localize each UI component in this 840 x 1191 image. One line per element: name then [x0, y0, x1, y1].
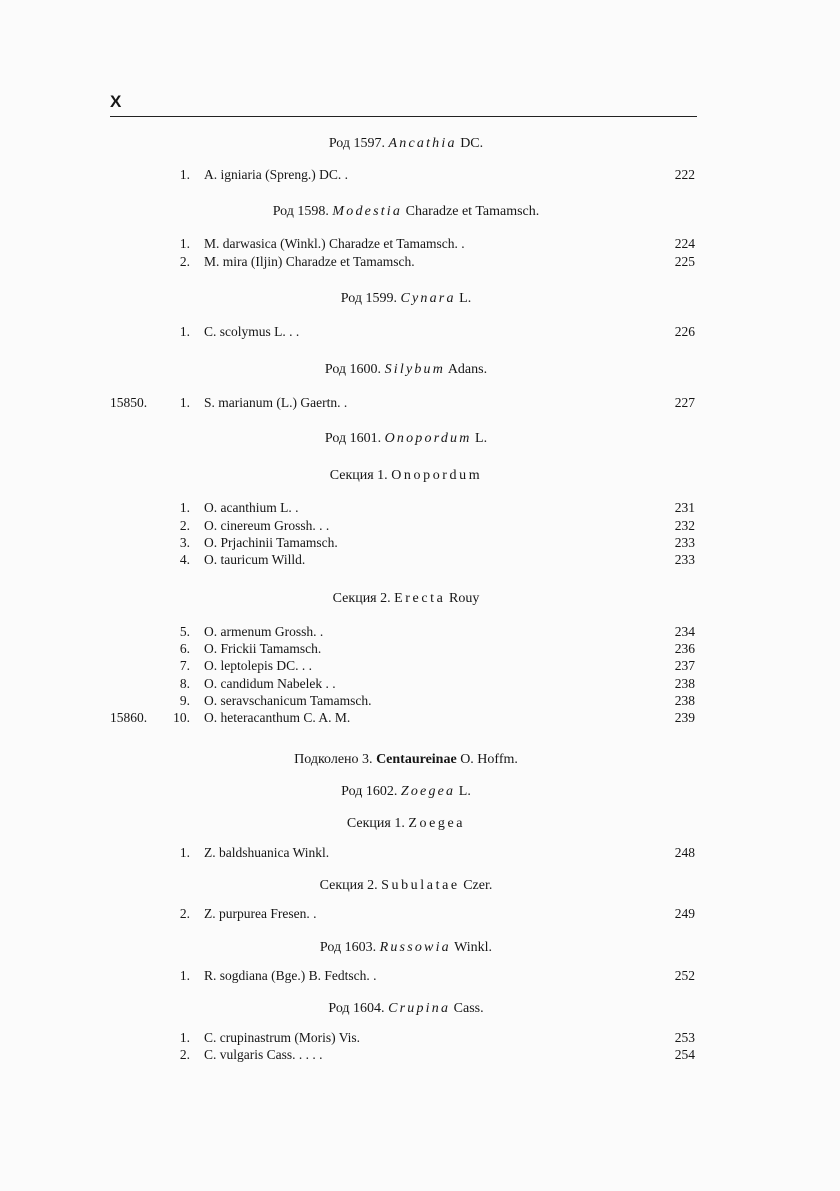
genus-heading-1601	[0, 431, 812, 447]
entry-number: 7.	[179, 658, 190, 673]
heading-prefix: Секция 1.	[329, 468, 388, 483]
entry-number: 1.	[179, 845, 190, 860]
species-entry	[110, 253, 695, 270]
entry-page: 233	[674, 535, 695, 550]
genus-heading-1598	[0, 204, 812, 220]
section-name: Zoegea	[408, 816, 466, 831]
entry-number: 2.	[179, 254, 190, 269]
genus-author: Charadze et Tamamsch.	[405, 204, 540, 219]
entry-margin-number: 15860.	[110, 710, 148, 725]
entry-name: R. sogdiana (Bge.) B. Fedtsch. .	[204, 968, 377, 983]
genus-name: Zoegea	[400, 784, 456, 799]
heading-prefix: Род 1602.	[341, 784, 398, 799]
heading-prefix: Род 1598.	[272, 204, 329, 219]
entry-number: 5.	[179, 624, 190, 639]
entry-name: O. Frickii Tamamsch.	[204, 641, 322, 656]
genus-author: Adans.	[447, 362, 488, 377]
section-name: Subulatae	[381, 878, 460, 893]
section-name: Erecta	[394, 591, 446, 606]
entry-name: S. marianum (L.) Gaertn. .	[204, 395, 348, 410]
entry-name: M. darwasica (Winkl.) Charadze et Tamamsch. .	[204, 236, 465, 251]
entry-page: 227	[674, 395, 695, 410]
genus-name: Silybum	[384, 362, 446, 377]
entry-number: 2.	[179, 518, 190, 533]
heading-prefix: Род 1604.	[328, 1001, 385, 1016]
species-entry	[110, 1046, 695, 1063]
species-entry	[110, 1029, 695, 1046]
genus-author: L.	[459, 291, 472, 306]
entry-name: Z. purpurea Fresen. .	[204, 906, 317, 921]
species-entry	[110, 235, 695, 252]
heading-prefix: Секция 2.	[319, 878, 378, 893]
genus-heading-1600	[0, 362, 812, 378]
species-entry	[110, 844, 695, 861]
entry-page: 237	[674, 658, 695, 673]
entry-number: 2.	[179, 1047, 190, 1062]
section-author: Rouy	[448, 591, 480, 606]
entry-page: 232	[674, 518, 695, 533]
genus-name: Onopordum	[384, 431, 472, 446]
heading-prefix: Секция 2.	[332, 591, 391, 606]
heading-prefix: Секция 1.	[346, 816, 405, 831]
entry-page: 253	[674, 1030, 695, 1045]
species-entry	[110, 640, 695, 657]
heading-prefix: Род 1603.	[319, 940, 377, 955]
genus-author: DC.	[460, 136, 484, 151]
species-entry	[110, 323, 695, 340]
subtribe-author: O. Hoffm.	[460, 752, 518, 767]
entry-name: C. vulgaris Cass. . . . .	[204, 1047, 323, 1062]
genus-name: Russowia	[379, 940, 451, 955]
entry-page: 222	[674, 167, 695, 182]
heading-prefix: Род 1600.	[324, 362, 382, 377]
species-entry	[110, 623, 695, 640]
entry-page: 238	[674, 676, 695, 691]
entry-page: 224	[674, 236, 695, 251]
entry-number: 1.	[179, 236, 190, 251]
entry-name: O. tauricum Willd.	[204, 552, 306, 567]
entry-page: 254	[674, 1047, 695, 1062]
species-entry	[110, 657, 695, 674]
entry-name: O. candidum Nabelek . .	[204, 676, 336, 691]
genus-heading-1599	[0, 291, 812, 307]
genus-heading-1603	[0, 940, 812, 956]
entry-margin-number: 15850.	[110, 395, 148, 410]
heading-prefix: Род 1601.	[324, 431, 382, 446]
species-entry	[110, 517, 695, 534]
genus-author: L.	[475, 431, 488, 446]
species-entry	[110, 394, 695, 411]
entry-page: 226	[674, 324, 695, 339]
entry-name: O. seravschanicum Tamamsch.	[204, 693, 372, 708]
entry-name: O. acanthium L. .	[204, 500, 299, 515]
entry-name: O. Prjachinii Tamamsch.	[204, 535, 338, 550]
entry-number: 6.	[179, 641, 190, 656]
heading-prefix: Род 1597.	[328, 136, 386, 151]
entry-page: 225	[674, 254, 695, 269]
entry-name: M. mira (Iljin) Charadze et Tamamsch.	[204, 254, 415, 269]
entry-name: C. crupinastrum (Moris) Vis.	[204, 1030, 361, 1045]
entry-number: 3.	[179, 535, 190, 550]
heading-prefix: Подколено 3.	[294, 752, 373, 767]
genus-heading-1604	[0, 1001, 812, 1017]
genus-name: Ancathia	[388, 136, 457, 151]
entry-number: 1.	[179, 324, 190, 339]
entry-page: 236	[674, 641, 695, 656]
entry-page: 248	[674, 845, 695, 860]
entry-number: 2.	[179, 906, 190, 921]
entry-number: 1.	[179, 968, 190, 983]
entry-number: 1.	[179, 500, 190, 515]
entry-page: 234	[674, 624, 695, 639]
entry-name: A. igniaria (Spreng.) DC. .	[204, 167, 348, 182]
heading-prefix: Род 1599.	[340, 291, 397, 306]
entry-number: 8.	[179, 676, 190, 691]
entry-page: 233	[674, 552, 695, 567]
genus-heading-1602	[0, 784, 812, 800]
subtribe-heading	[0, 752, 812, 768]
genus-heading-1597	[0, 136, 812, 152]
genus-name: Modestia	[332, 204, 403, 219]
header-rule	[110, 116, 697, 117]
species-entry	[110, 534, 695, 551]
species-entry	[110, 551, 695, 568]
section-heading-1601-2	[0, 591, 812, 607]
entry-number: 4.	[179, 552, 190, 567]
section-heading-1602-2	[0, 878, 812, 894]
entry-name: O. leptolepis DC. . .	[204, 658, 312, 673]
section-heading-1602-1	[0, 816, 812, 832]
entry-page: 249	[674, 906, 695, 921]
entry-number: 10.	[173, 710, 190, 725]
page-folio: X	[110, 92, 122, 111]
entry-name: Z. baldshuanica Winkl.	[204, 845, 330, 860]
genus-name: Cynara	[400, 291, 456, 306]
genus-author: Cass.	[453, 1001, 484, 1016]
entry-name: O. heteracanthum C. A. M.	[204, 710, 351, 725]
entry-page: 239	[674, 710, 695, 725]
species-entry	[110, 905, 695, 922]
entry-name: C. scolymus L. . .	[204, 324, 300, 339]
genus-name: Crupina	[388, 1001, 451, 1016]
entry-number: 1.	[179, 167, 190, 182]
entry-page: 238	[674, 693, 695, 708]
species-entry	[110, 692, 695, 709]
subtribe-name: Centaureinae	[376, 752, 457, 767]
species-entry	[110, 709, 695, 726]
entry-number: 1.	[179, 395, 190, 410]
section-heading-1601-1	[0, 468, 812, 484]
species-entry	[110, 675, 695, 692]
section-name: Onopordum	[391, 468, 483, 483]
entry-name: O. armenum Grossh. .	[204, 624, 324, 639]
entry-page: 231	[674, 500, 695, 515]
genus-author: Winkl.	[454, 940, 493, 955]
entry-number: 1.	[179, 1030, 190, 1045]
section-author: Czer.	[463, 878, 493, 893]
entry-number: 9.	[179, 693, 190, 708]
genus-author: L.	[458, 784, 471, 799]
species-entry	[110, 166, 695, 183]
species-entry	[110, 967, 695, 984]
species-entry	[110, 499, 695, 516]
entry-page: 252	[674, 968, 695, 983]
entry-name: O. cinereum Grossh. . .	[204, 518, 330, 533]
